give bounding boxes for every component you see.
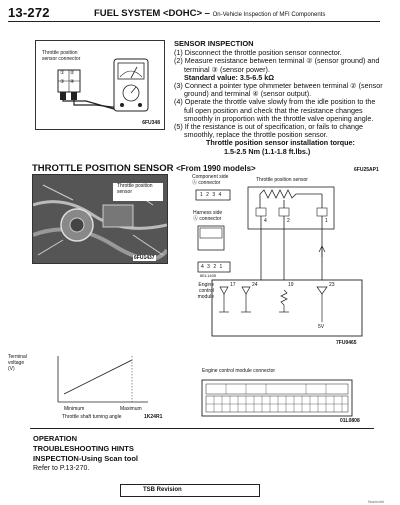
graph-xlabel: Throttle shaft turning angle xyxy=(62,414,122,420)
step-5: (5) If the resistance is out of specification, or fails to change smoothly, replace the throttle position sensor. xyxy=(174,122,363,140)
step-1: (1) Disconnect the throttle position sensor connector. xyxy=(174,48,342,58)
circuit-lines xyxy=(172,172,372,347)
engine-photo xyxy=(32,174,168,264)
section-subtitle: On-Vehicle Inspection of MFI Components xyxy=(212,12,326,18)
component-side-label xyxy=(192,174,228,186)
ecu-label-line1: Engine xyxy=(198,282,214,288)
ohmmeter-diagram xyxy=(36,41,164,129)
sensor-pin-4: 4 xyxy=(264,218,267,224)
figure2-label-line1: Throttle position xyxy=(117,183,153,189)
pin-1: ① xyxy=(60,70,65,76)
ecu-pin-24: 24 xyxy=(252,282,258,288)
graph-code: 1K24R1 xyxy=(144,414,163,420)
operation-heading: OPERATION xyxy=(33,434,78,443)
ecm-code: 01L0808 xyxy=(340,418,360,424)
harness-side-line1: Harness side xyxy=(193,210,223,216)
section-title: FUEL SYSTEM <DOHC> – xyxy=(94,8,210,19)
figures-divider xyxy=(30,428,374,429)
figure1-label-line1: Throttle position xyxy=(42,50,78,56)
figure3-small-code: 6EL1405 xyxy=(200,273,217,278)
sensor-inspection-heading: SENSOR INSPECTION xyxy=(174,39,254,48)
ecu-pin-17: 17 xyxy=(230,282,236,288)
ecm-connector-label: Engine control module connector xyxy=(202,368,276,374)
figure2-code: 6FU1437 xyxy=(134,255,155,261)
voltage-graph xyxy=(8,350,164,428)
sensor-pin-1: 1 xyxy=(325,218,328,224)
harness-side-line2: Ⓐ connector xyxy=(193,216,222,222)
graph-ylabel-line2: voltage xyxy=(8,360,25,366)
ecu-pin-23: 23 xyxy=(329,282,335,288)
ecm-connector-figure xyxy=(196,366,368,426)
standard-value: Standard value: 3.5-6.5 kΩ xyxy=(184,72,275,82)
figure2-label-line2: sensor xyxy=(117,189,133,195)
section2-title-suffix: <From 1990 models> xyxy=(176,164,256,173)
torque-value: 1.5-2.5 Nm (1.1-1.8 ft.lbs.) xyxy=(224,146,311,156)
pin-2: ② xyxy=(69,70,75,76)
figure2-label xyxy=(117,183,153,195)
figure1-code: 6FU348 xyxy=(142,120,160,126)
operation-section xyxy=(33,434,233,474)
refer-to: Refer to P.13-270. xyxy=(33,465,90,472)
ecu-pin-19: 19 xyxy=(288,282,294,288)
graph-ylabel-line3: (V) xyxy=(8,366,15,372)
header-rule xyxy=(8,21,380,22)
torque-label: Throttle position sensor installation torque: xyxy=(206,138,355,148)
step-3: (3) Connect a pointer type ohmmeter between terminal ② (sensor ground) and terminal ④ (sensor output). xyxy=(174,81,383,99)
circuit-diagram xyxy=(172,172,372,347)
ecu-label xyxy=(192,282,214,300)
figure3-code: 7FU0465 xyxy=(336,340,357,346)
connector-pins-top: 1 2 3 4 xyxy=(200,192,223,198)
step-4: (4) Operate the throttle valve slowly from the idle position to the full open position and check that the resistance changes smoothly in proportion with the throttle valve opening angle. xyxy=(174,97,376,123)
footer-small-text: Nos/ecdr6 xyxy=(368,500,384,504)
inspection-scan-tool: INSPECTION-Using Scan tool xyxy=(33,454,139,463)
pin-3: ③ xyxy=(60,79,65,85)
ecm-connector-drawing xyxy=(196,376,368,420)
figure1-label-line2: sensor connector xyxy=(42,56,81,62)
page-title xyxy=(94,8,325,19)
harness-side-label xyxy=(193,210,222,222)
step-2: (2) Measure resistance between terminal ② (sensor ground) and terminal ③ (sensor power). xyxy=(174,56,380,74)
ohmmeter-figure xyxy=(35,40,165,130)
pin-4: ④ xyxy=(69,79,75,85)
page-number: 13-272 xyxy=(8,5,50,20)
ecu-label-line3: module xyxy=(197,294,214,300)
connector-pins xyxy=(60,70,80,85)
graph-ylabel-line1: Terminal xyxy=(8,354,27,360)
tsb-revision-box xyxy=(120,484,260,497)
section2-code: 6FU25AP1 xyxy=(354,167,379,173)
graph-ylabel xyxy=(8,354,27,372)
voltage-label: 5V xyxy=(318,324,325,330)
section2-title-main: THROTTLE POSITION SENSOR xyxy=(32,163,174,174)
connector-pins-bottom: 4 3 2 1 xyxy=(201,264,224,270)
sensor-pin-2: 2 xyxy=(287,218,290,224)
sensor-label: Throttle position sensor xyxy=(256,177,308,183)
graph-x-max: Maximum xyxy=(120,406,142,412)
sensor-inspection xyxy=(174,40,384,156)
ecu-label-line2: control xyxy=(198,288,214,294)
tsb-revision-label: TSB Revision xyxy=(143,487,182,493)
troubleshooting-hints: TROUBLESHOOTING HINTS xyxy=(33,444,134,453)
component-side-line2: Ⓐ connector xyxy=(192,180,221,186)
graph-x-min: Minimum xyxy=(64,406,85,412)
component-side-line1: Component side xyxy=(192,174,229,180)
